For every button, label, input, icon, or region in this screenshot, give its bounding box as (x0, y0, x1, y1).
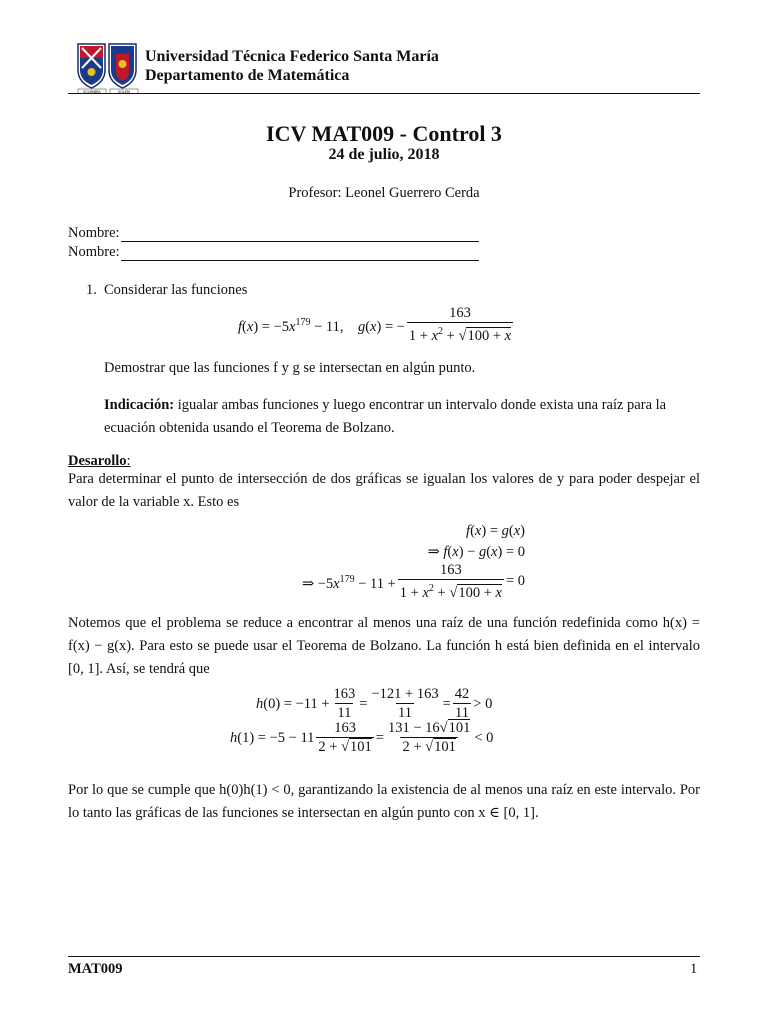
name-blank[interactable] (121, 227, 479, 242)
function-definitions: $f(x) = -5x^{179} - 11$, g(x) = − $\frac{163}{1 + x^2 + √100 + x}$ (238, 305, 512, 344)
header-rule (68, 93, 700, 94)
hint (104, 394, 700, 440)
name-field-2[interactable] (68, 244, 479, 261)
svg-text:SOLEM: SOLEM (117, 90, 131, 94)
professor-line: Profesor: Leonel Guerrero Cerda (288, 185, 480, 201)
page-number: 1 (690, 961, 698, 977)
equation-block-1: f(x) = g(x) ⇒ f(x) − g(x) = 0 ⇒ $-5x^{179} - 11$ + $\frac{163}{1 + x^2 + √100 + x}$ = 0 (301, 523, 525, 601)
university-name: Universidad Técnica Federico Santa María (145, 48, 439, 65)
hint-label: Indicación: (104, 397, 175, 413)
solution-heading: Desarollo: (68, 453, 131, 469)
solution-paragraph-2: Notemos que el problema se reduce a encontrar al menos una raíz de una función redefinida como h(x) = f(x) − g(x). Para esto se puede usar el Teorema de Bolzano. La función h está bien definida en el intervalo [0, 1]. Así, se tendrá que (68, 615, 700, 677)
exam-date: 24 de julio, 2018 (328, 146, 440, 163)
university-logo (76, 42, 140, 94)
name-field-1[interactable] (68, 225, 479, 242)
header-institution (145, 47, 439, 85)
department-name: Departamento de Matemática (145, 67, 350, 84)
problem-number: 1. (86, 282, 97, 298)
name-label: Nombre: (68, 225, 120, 241)
footer-course: MAT009 (68, 961, 123, 977)
hint-text: igualar ambas funciones y luego encontrar un intervalo donde exista una raíz para la ecuación obtenida usando el Teorema de Bolzano. (104, 397, 667, 436)
problem-task: Demostrar que las funciones f y g se intersectan en algún punto. (104, 360, 476, 376)
name-blank[interactable] (121, 246, 479, 261)
svg-text:ECUMBRA: ECUMBRA (83, 90, 101, 94)
name-label: Nombre: (68, 244, 120, 260)
footer-rule (68, 956, 700, 957)
solution-paragraph-3: Por lo que se cumple que h(0)h(1) < 0, garantizando la existencia de al menos una raíz en este intervalo. Por lo tanto las gráficas de las funciones se intersectan en algún punto con x ∈ [0, 1]. (68, 782, 700, 821)
problem-statement: Considerar las funciones (104, 282, 248, 298)
page-title: ICV MAT009 - Control 3 (266, 121, 502, 146)
equation-block-2: h(0) = −11 + $\frac{163}{11}$ = $\frac{-121 + 163}{11}$ = $\frac{42}{11}$ > 0 h(1) = −5 − 11 $\frac{163}{2 + √101}$ = $\frac{131 - 16√101}{2 + √101}$ < 0 (230, 686, 494, 755)
solution-paragraph-1: Para determinar el punto de intersección de dos gráficas se igualan los valores de y para poder despejar el valor de la variable x. Esto es (68, 471, 700, 510)
